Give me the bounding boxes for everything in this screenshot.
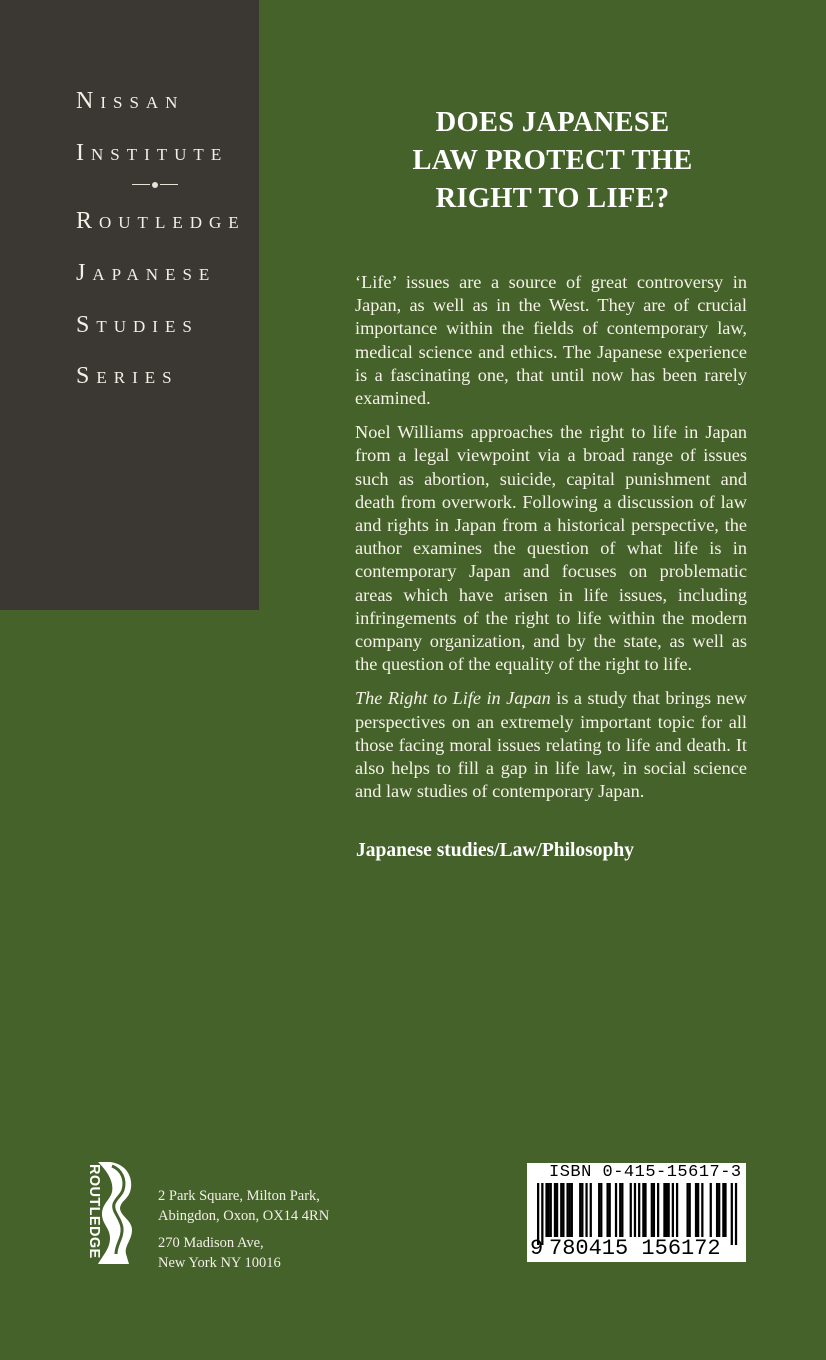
- barcode-digits: 780415 156172: [549, 1236, 721, 1261]
- isbn-text: ISBN 0-415-15617-3: [549, 1163, 742, 1182]
- barcode-bar: [716, 1183, 718, 1237]
- publisher-address: [158, 1186, 329, 1280]
- barcode-bar: [621, 1183, 623, 1237]
- barcode-bar: [579, 1183, 581, 1237]
- barcode-bar: [672, 1183, 674, 1237]
- routledge-logo: [74, 1160, 144, 1266]
- address-us: [158, 1233, 329, 1273]
- barcode-bar: [718, 1183, 720, 1237]
- blurb-paragraph-2: Noel Williams approaches the right to life in Japan from a legal viewpoint via a broad range of issues such as abortion, suicide, capital punishment and death from overwork. Following a discussion of law and rights in Japan from a historical perspective, the author examines the question of what life is in contemporary Japan and focuses on problematic areas which have arisen in life issues, including infringements of the right to life within the modern company organization, and by the state, as well as the question of the equality of the right to life.: [355, 422, 747, 675]
- series-line-institute: Institute: [76, 140, 229, 166]
- barcode-bar: [556, 1183, 558, 1237]
- barcode-bar: [609, 1183, 611, 1237]
- barcode-bar: [735, 1183, 737, 1245]
- ornament-divider: [132, 180, 178, 190]
- headline-line-1: DOES JAPANESE: [435, 107, 670, 138]
- barcode-bar: [695, 1183, 697, 1237]
- blurb-paragraph-1: ‘Life’ issues are a source of great controversy in Japan, as well as in the West. They are of crucial importance within the fields of contemporary law, medical science and ethics. The Japanese experience is a fascinating one, that until now has been rarely examined.: [355, 272, 747, 409]
- barcode-bar: [651, 1183, 653, 1237]
- barcode-bar: [598, 1183, 600, 1237]
- series-line-nissan: Nissan: [76, 88, 185, 114]
- barcode-bar: [585, 1183, 587, 1237]
- barcode-bar: [701, 1183, 703, 1237]
- address-uk-line-2: Abingdon, Oxon, OX14 4RN: [158, 1208, 330, 1224]
- barcode-bar: [689, 1183, 691, 1237]
- address-us-line-2: New York NY 10016: [158, 1255, 281, 1271]
- barcode-bar: [569, 1183, 571, 1237]
- barcode-bar: [550, 1183, 552, 1237]
- blurb-paragraph-3-rest: is a study that brings new perspectives on an extremely important topic for all those facing moral issues relating to life and death. It also helps to fill a gap in life law, in social science and law studies of contemporary Japan.: [355, 688, 748, 802]
- subject-category: Japanese studies/Law/Philosophy: [356, 840, 634, 861]
- barcode-bar: [663, 1183, 665, 1237]
- barcode-bar: [668, 1183, 670, 1237]
- barcode-bar: [630, 1183, 632, 1237]
- barcode-bar: [615, 1183, 617, 1237]
- barcode-bar: [560, 1183, 562, 1237]
- barcode-bar: [710, 1183, 712, 1237]
- address-uk: [158, 1186, 329, 1226]
- headline-line-3: RIGHT TO LIFE?: [435, 183, 670, 214]
- barcode-bar: [722, 1183, 724, 1237]
- barcode-bar: [676, 1183, 678, 1237]
- isbn-barcode: [527, 1163, 746, 1262]
- barcode-lead-digit: 9: [530, 1236, 544, 1261]
- blurb-paragraph-3: [355, 687, 747, 803]
- barcode-bar: [581, 1183, 583, 1237]
- barcode-bar: [545, 1183, 547, 1237]
- barcode-bar: [606, 1183, 608, 1237]
- series-line-studies: Studies: [76, 312, 199, 338]
- headline: [370, 104, 735, 218]
- address-us-line-1: 270 Madison Ave,: [158, 1235, 264, 1251]
- barcode-bar: [724, 1183, 726, 1237]
- barcode-bar: [590, 1183, 592, 1237]
- barcode-bar: [600, 1183, 602, 1237]
- barcode-bar: [619, 1183, 621, 1237]
- series-line-japanese: Japanese: [76, 260, 217, 286]
- book-title: The Right to Life in Japan: [355, 688, 551, 709]
- barcode-bar: [571, 1183, 573, 1237]
- barcode-bar: [686, 1183, 688, 1237]
- blurb: [355, 271, 747, 814]
- routledge-logo-text: ROUTLEDGE: [86, 1164, 102, 1259]
- barcode-bar: [731, 1183, 733, 1245]
- series-line-series: Series: [76, 363, 179, 389]
- barcode-bar: [644, 1183, 646, 1237]
- barcode-bar: [562, 1183, 564, 1237]
- address-uk-line-1: 2 Park Square, Milton Park,: [158, 1188, 320, 1204]
- barcode-bar: [566, 1183, 568, 1237]
- routledge-logo-icon: [74, 1160, 144, 1266]
- barcode-bar: [642, 1183, 644, 1237]
- series-line-routledge: Routledge: [76, 208, 246, 234]
- barcode-bar: [653, 1183, 655, 1237]
- series-panel: [0, 0, 259, 610]
- barcode-bar: [554, 1183, 556, 1237]
- barcode-bar: [548, 1183, 550, 1237]
- barcode-bar: [665, 1183, 667, 1237]
- headline-line-2: LAW PROTECT THE: [412, 145, 693, 176]
- barcode-bar: [697, 1183, 699, 1237]
- barcode-bar: [657, 1183, 659, 1237]
